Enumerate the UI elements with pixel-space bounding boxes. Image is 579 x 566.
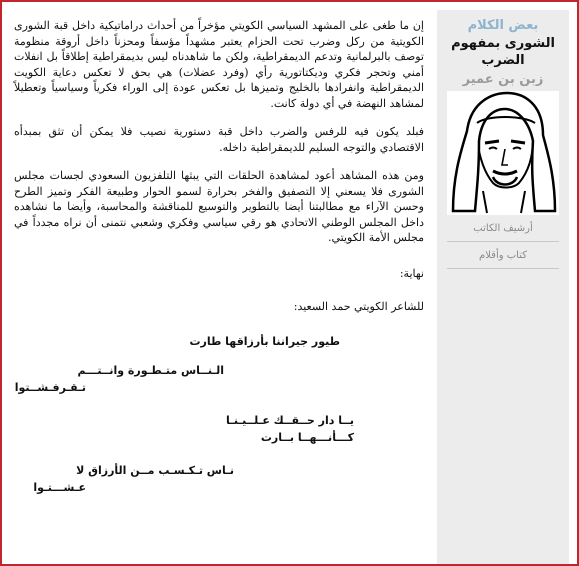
- author-portrait: [447, 91, 559, 215]
- article-paragraph: ومن هذه المشاهد أعود لمشاهدة الحلقات التي يبثها التلفزيون السعودي لجسات مجلس الشورى فلا يسعني إلا التصفيق والفخر بحرارة لسمو الحوار وطبيعة الفكر وتميز الطرح وحسن الآراء مع مطالبتنا أيضا بالتطوير والتوسيع للمناقشة والمحاسبة، وأيضا ما نشاهده داخل المجلس الوطني الاتحادي هو رقي سياسي وفكري وشعبي نتمنى أن نراه مجدداً في مجلس الأمة الكويتي.: [14, 169, 424, 244]
- article-paragraph: فبلد يكون فيه للرفس والضرب داخل قبة دستورية نصيب فلا يمكن أن تثق بمبدأه الاقتصادي والتوجه السليم للديمقراطية داخله.: [14, 125, 424, 154]
- author-sidebar: [437, 10, 569, 566]
- poem-verse: طيور جيراننا بأرزاقها طارت: [189, 334, 340, 348]
- column-label: بعض الكلام: [467, 18, 539, 33]
- poem-verse: كـــأنـــهــا بــارت: [260, 430, 354, 444]
- poem-intro: للشاعر الكويتي حمد السعيد:: [293, 300, 424, 313]
- article-paragraph: إن ما طغى على المشهد السياسي الكويتي مؤخراً من أحداث دراماتيكية داخل قبة الشورى الكويتية من ركل وضرب تحت الحزام يعتبر مشهداً مؤسفاً ومحزناً داخل أروقة منظومة توصف بالبرلمانية وتدعم الديمقراطية، ولكن ما شاهدناه ليس بديمقراطية إطلاقاً بل انفلات أمني وتحجر فكري وديكتاتورية رأي (وفرد عضلات) هي بحق لا تعكس دعاية الكويت الديمقراطية وانفرادها بالخليج وتميزها بل تعكس عودة إلى الوراء فكرياً وسياسياً وتعطيلاً لمشاهد النهضة في أي دولة كانت.: [14, 19, 424, 110]
- poem-verse: عـشـــتـوا: [33, 480, 86, 494]
- author-name: زبن بن عمير: [462, 72, 544, 87]
- author-archive-link[interactable]: أرشيف الكاتب: [473, 223, 533, 234]
- article-title: الشورى بمفهوم الضرب: [451, 36, 555, 68]
- article-body: [14, 18, 424, 496]
- poem-verse: نـاس تـكـسـب مــن الأرزاق لا: [76, 463, 234, 477]
- poem-verse: تـقـرفـشــتوا: [14, 380, 86, 394]
- poem-verse: الـنــاس متـطـورة وانــتـــم: [77, 363, 224, 377]
- writers-link[interactable]: كتاب وأقلام: [479, 250, 527, 261]
- divider: [447, 268, 559, 269]
- divider: [447, 241, 559, 242]
- ending-label: نهاية:: [399, 266, 424, 280]
- poem-verse: يــا دار حــقــك عـلــيـنـا: [225, 413, 354, 427]
